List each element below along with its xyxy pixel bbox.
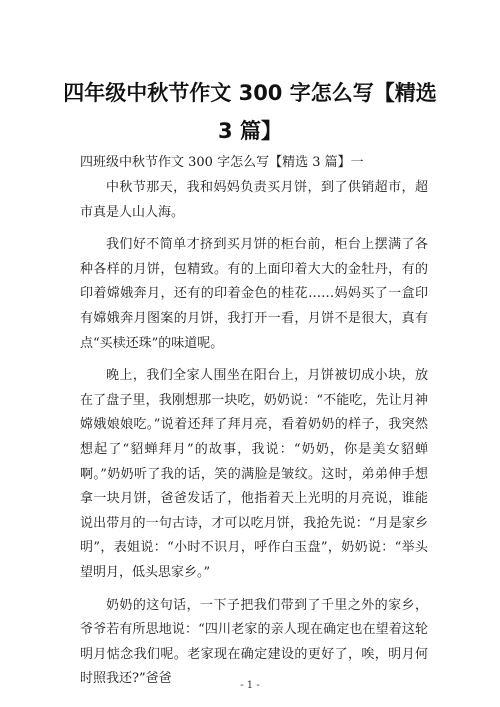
paragraph: 中秋节那天，我和妈妈负责买月饼，到了供销超市，超市真是人山人海。	[80, 180, 428, 220]
paragraph: 我们好不简单才挤到买月饼的柜台前，柜台上摆满了各种各样的月饼，包精致。有的上面印着大大的金牡丹，有的印着嫦娥奔月，还有的印着金色的桂花……妈妈买了一盒印有嫦娥奔月图案的月饼，我打开一看，月饼不是很大，真有点“买椟还珠”的味道呢。	[80, 237, 428, 351]
document-body	[80, 176, 428, 700]
paragraph: 奶奶的这句话，一下子把我们带到了千里之外的家乡，爷爷若有所思地说：“四川老家的亲人现在确定也在望着这轮明月惦念我们呢。老家现在确定建设的更好了，唉，明月何时照我还?”爸爸	[80, 597, 428, 687]
paragraph: 晚上，我们全家人围坐在阳台上，月饼被切成小块，放在了盘子里，我刚想那一块吃，奶奶说：“不能吃，先让月神嫦娥娘娘吃。”说着还拜了拜月亮，看着奶奶的样子，我突然想起了“貂蝉拜月”的故事，我说：“奶奶，你是美女貂蝉啊。”奶奶听了我的话，笑的满脸是皱纹。这时，弟弟伸手想拿一块月饼，爸爸发话了，他指着天上光明的月亮说，谁能说出带月的一句古诗，才可以吃月饼，我抢先说：“月是家乡明”，表姐说：“小时不识月，呼作白玉盘”，奶奶说：“举头望明月，低头思家乡。”	[80, 368, 428, 580]
document-subtitle: 四班级中秋节作文 300 字怎么写【精选 3 篇】一	[80, 155, 364, 170]
page-number: - 1 -	[240, 680, 260, 691]
document-title: 四年级中秋节作文 300 字怎么写【精选 3 篇】	[63, 81, 437, 143]
